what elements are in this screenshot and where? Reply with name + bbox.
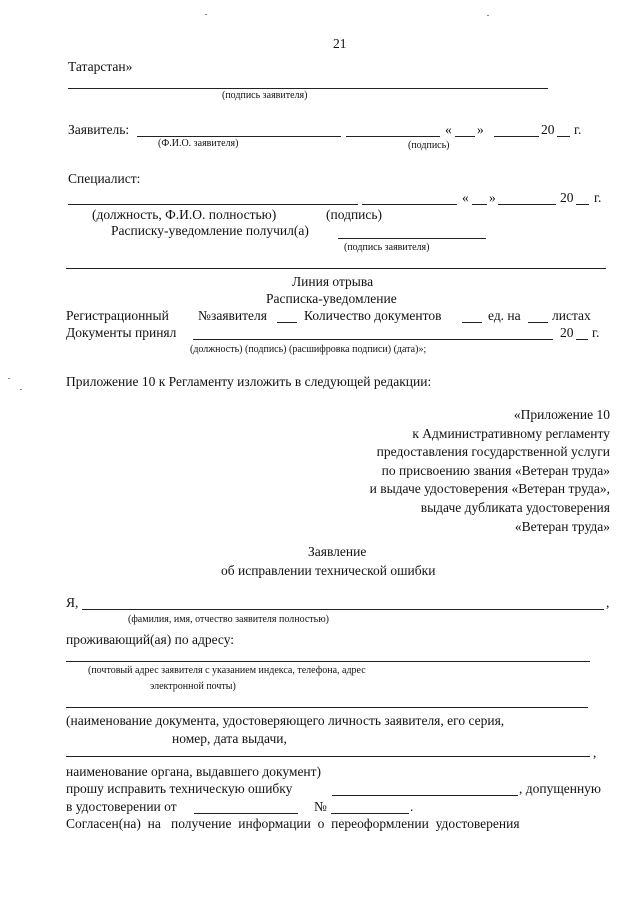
reg-number-line xyxy=(277,322,297,323)
accepted-line xyxy=(193,339,553,340)
applicant-word: заявителя xyxy=(211,308,267,323)
applicant-fio-line xyxy=(137,136,341,137)
year-suffix: г. xyxy=(592,325,600,340)
tear-line xyxy=(66,268,606,269)
document-line xyxy=(66,707,588,708)
appendix-header-line: предоставления государственной услуги xyxy=(376,444,610,460)
scan-speck xyxy=(20,389,22,390)
appendix-header xyxy=(370,406,610,536)
doc-name-line-1: (наименование документа, удостоверяющего личность заявителя, его серия, xyxy=(66,713,505,728)
year-line xyxy=(576,204,589,205)
reg-label: Регистрационный xyxy=(66,308,169,323)
comma: , xyxy=(593,745,597,760)
close-quote: » xyxy=(477,122,484,137)
specialist-sign-hint: (подпись) xyxy=(326,207,383,222)
applicant-signature-hint: (подпись заявителя) xyxy=(222,90,308,101)
year-prefix: 20 xyxy=(560,190,574,205)
open-quote: « xyxy=(445,122,452,137)
sheets-line xyxy=(528,322,548,323)
page-number: 21 xyxy=(333,36,347,51)
residing-label: проживающий(ая) по адресу: xyxy=(66,632,235,647)
sign-hint: (подпись) xyxy=(408,140,450,151)
scan-speck xyxy=(8,378,10,379)
number-sign: № xyxy=(198,308,211,323)
position-hint: (должность, Ф.И.О. полностью) xyxy=(92,207,277,222)
appendix-intro: Приложение 10 к Регламенту изложить в следующей редакции: xyxy=(66,374,432,389)
period: . xyxy=(410,799,414,814)
accepted-label: Документы принял xyxy=(66,325,177,340)
day-line xyxy=(472,204,487,205)
applicant-label: Заявитель: xyxy=(68,122,130,137)
appendix-header-line: к Административному регламенту xyxy=(412,425,610,441)
statement-title: Заявление xyxy=(308,544,367,559)
statement-subtitle: об исправлении технической ошибки xyxy=(221,563,436,578)
specialist-sign-line xyxy=(362,204,457,205)
appendix-header-line: «Приложение 10 xyxy=(513,407,610,422)
sheets-label: листах xyxy=(552,308,591,323)
scan-speck xyxy=(487,15,489,16)
received-label: Расписку-уведомление получил(а) xyxy=(111,223,309,238)
consent-text: Согласен(на) на получение информации о переоформлении удостоверения xyxy=(66,816,520,831)
name-hint: (фамилия, имя, отчество заявителя полностью) xyxy=(128,614,330,625)
i-label: Я, xyxy=(66,595,79,610)
tatarstan-text: Татарстан» xyxy=(68,59,133,74)
received-sign-line xyxy=(338,238,486,239)
year-suffix: г. xyxy=(574,122,582,137)
appendix-header-line: по присвоению звания «Ветеран труда» xyxy=(381,462,610,478)
certificate-date-line xyxy=(194,813,298,814)
year-line xyxy=(576,339,588,340)
year-suffix: г. xyxy=(594,190,602,205)
docs-count-line xyxy=(462,322,482,323)
applicant-name-line xyxy=(82,609,604,610)
day-line xyxy=(455,136,475,137)
document-details-line xyxy=(66,756,590,757)
receipt-title: Расписка-уведомление xyxy=(266,291,397,306)
address-hint-2: электронной почты) xyxy=(150,681,236,692)
close-quote: » xyxy=(489,190,496,205)
units-label: ед. на xyxy=(488,308,521,323)
docs-count-label: Количество документов xyxy=(304,308,442,323)
applicant-sign-line xyxy=(346,136,440,137)
doc-name-line-2: номер, дата выдачи, xyxy=(172,731,287,746)
scan-speck xyxy=(205,14,207,15)
in-certificate-label: в удостоверении от xyxy=(66,799,177,814)
number-sign: № xyxy=(314,799,327,814)
month-line xyxy=(494,136,539,137)
signature-line xyxy=(68,88,548,89)
issuer-label: наименование органа, выдавшего документ) xyxy=(66,764,322,779)
error-line xyxy=(332,795,518,796)
tear-line-label: Линия отрыва xyxy=(292,274,374,289)
applicant-sign-hint: (подпись заявителя) xyxy=(344,242,430,253)
address-hint-1: (почтовый адрес заявителя с указанием индекса, телефона, адрес xyxy=(88,665,366,676)
year-prefix: 20 xyxy=(541,122,555,137)
request-suffix: , допущенную xyxy=(519,781,602,796)
month-line xyxy=(498,204,556,205)
fio-hint: (Ф.И.О. заявителя) xyxy=(158,138,239,149)
specialist-label: Специалист: xyxy=(68,171,141,186)
comma: , xyxy=(606,595,610,610)
open-quote: « xyxy=(462,190,469,205)
specialist-position-line xyxy=(68,204,358,205)
year-line xyxy=(557,136,570,137)
accepted-hint: (должность) (подпись) (расшифровка подписи) (дата)»; xyxy=(190,344,427,355)
appendix-header-line: «Ветеран труда» xyxy=(514,518,610,534)
appendix-header-line: и выдаче удостоверения «Ветеран труда», xyxy=(369,481,610,497)
year-prefix: 20 xyxy=(560,325,574,340)
appendix-header-line: выдаче дубликата удостоверения xyxy=(420,499,610,515)
address-line xyxy=(66,661,590,662)
certificate-number-line xyxy=(331,813,409,814)
request-label: прошу исправить техническую ошибку xyxy=(66,781,293,796)
